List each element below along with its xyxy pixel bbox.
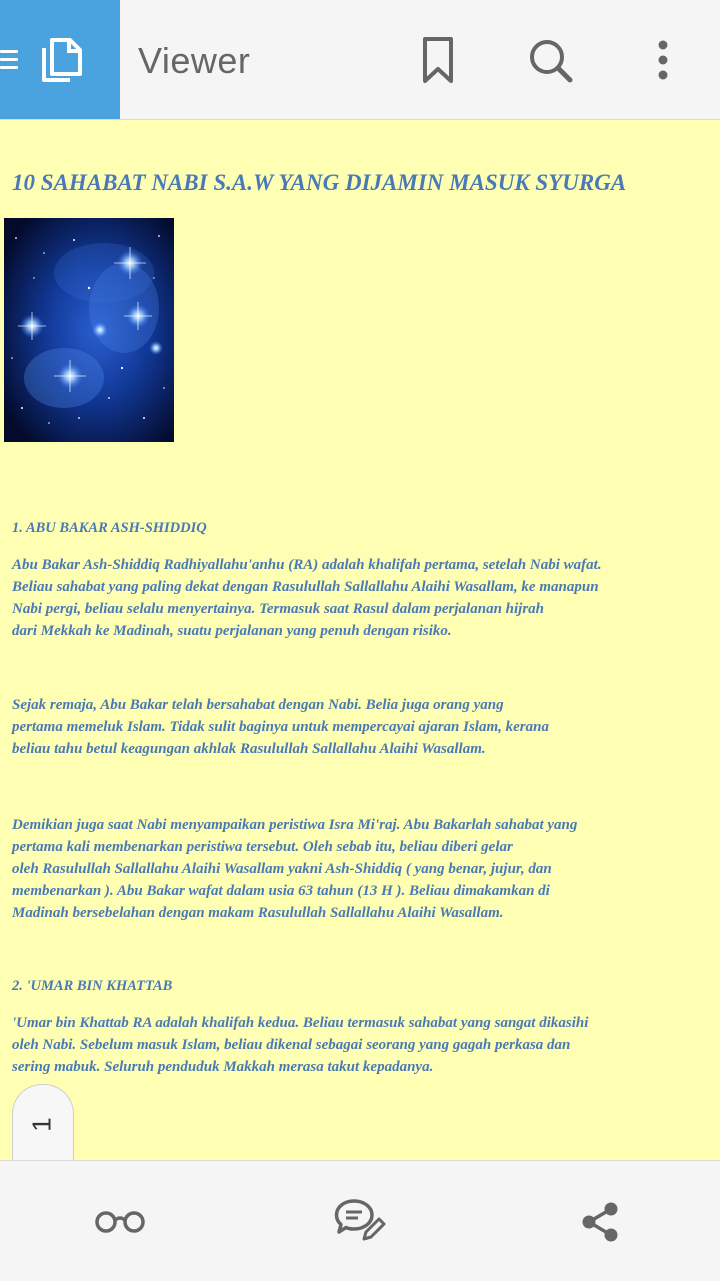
bottom-toolbar <box>0 1160 720 1281</box>
section-heading: 1. ABU BAKAR ASH-SHIDDIQ <box>12 520 207 536</box>
app-bar <box>0 0 720 120</box>
share-icon[interactable] <box>580 1201 620 1243</box>
page-indicator-tab[interactable] <box>12 1084 74 1165</box>
paragraph: Abu Bakar Ash-Shiddiq Radhiyallahu'anhu (RA) adalah khalifah pertama, setelah Nabi wafat. Beliau sahabat yang paling dekat dengan Rasulullah Sallallahu Alaihi Wasallam, ke manapun Nabi pergi, beliau selalu menyertainya. Termasuk saat Rasul dalam perjalanan hijrah dari Mekkah ke Madinah, suatu perjalanan yang penuh dengan risiko. <box>12 557 602 639</box>
paragraph: Sejak remaja, Abu Bakar telah bersahabat dengan Nabi. Belia juga orang yang pertama memeluk Islam. Tidak sulit baginya untuk mempercayai ajaran Islam, kerana beliau tahu betul keagungan akhlak Rasulullah Sallallahu Alaihi Wasallam. <box>12 697 549 757</box>
comment-edit-icon[interactable] <box>334 1197 386 1245</box>
search-icon[interactable] <box>528 38 574 84</box>
app-title: Viewer <box>138 40 251 81</box>
paragraph: 'Umar bin Khattab RA adalah khalifah kedua. Beliau termasuk sahabat yang sangat dikasihi oleh Nabi. Sebelum masuk Islam, beliau dikenal sebagai seorang yang gagah perkasa dan sering mabuk. Seluruh penduduk Makkah merasa takut kepadanya. <box>12 1015 589 1075</box>
menu-icon[interactable] <box>0 50 18 70</box>
article-title: 10 SAHABAT NABI S.A.W YANG DIJAMIN MASUK SYURGA <box>12 170 627 195</box>
more-vert-icon[interactable] <box>656 40 670 82</box>
star-cluster-image <box>4 218 174 442</box>
paragraph: Demikian juga saat Nabi menyampaikan peristiwa Isra Mi'raj. Abu Bakarlah sahabat yang pertama kali membenarkan peristiwa tersebut. Oleh sebab itu, beliau diberi gelar oleh Rasulullah Sallallahu Alaihi Wasallam yakni Ash-Shiddiq ( yang benar, jujur, dan membenarkan ). Abu Bakar wafat dalam usia 63 tahun (13 H ). Beliau dimakamkan di Madinah bersebelahan dengan makam Rasulullah Sallallahu Alaihi Wasallam. <box>12 817 578 921</box>
page-number: 1 <box>26 1117 57 1132</box>
document-viewport[interactable] <box>0 120 720 1160</box>
section-heading: 2. 'UMAR BIN KHATTAB <box>12 978 173 994</box>
document-icon[interactable] <box>40 36 84 84</box>
bookmark-icon[interactable] <box>422 36 454 84</box>
nav-drawer-toggle[interactable] <box>0 0 120 119</box>
reading-glasses-icon[interactable] <box>95 1209 145 1235</box>
